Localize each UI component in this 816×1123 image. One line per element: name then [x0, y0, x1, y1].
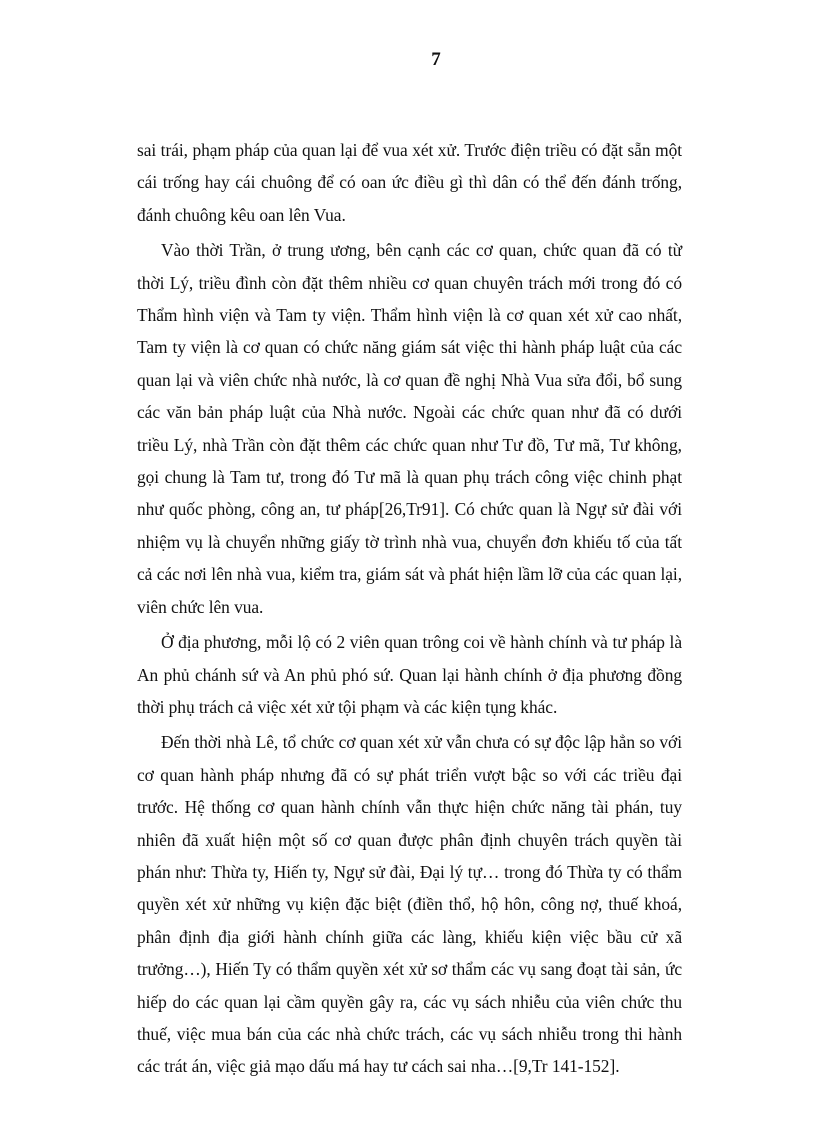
document-body	[137, 134, 682, 1083]
paragraph-le-dynasty: Đến thời nhà Lê, tổ chức cơ quan xét xử vẫn chưa có sự độc lập hẳn so với cơ quan hành pháp nhưng đã có sự phát triển vượt bậc so với các triều đại trước. Hệ thống cơ quan hành chính vẫn thực hiện chức năng tài phán, tuy nhiên đã xuất hiện một số cơ quan được phân định chuyên trách quyền tài phán như: Thừa ty, Hiến ty, Ngự sử đài, Đại lý tự… trong đó Thừa ty có thẩm quyền xét xử những vụ kiện đặc biệt (điền thổ, hộ hôn, công nợ, thuế khoá, phân định địa giới hành chính giữa các làng, khiếu kiện việc bầu cử xã trưởng…), Hiến Ty có thẩm quyền xét xử sơ thẩm các vụ sang đoạt tài sản, ức hiếp do các quan lại cầm quyền gây ra, các vụ sách nhiễu của viên chức thu thuế, việc mua bán của các nhà chức trách, các vụ sách nhiễu trong thi hành các trát án, việc giả mạo dấu má hay tư cách sai nha…[9,Tr 141-152].	[137, 732, 682, 1077]
paragraph-continuation: sai trái, phạm pháp của quan lại để vua xét xử. Trước điện triều có đặt sẵn một cái trống hay cái chuông để có oan ức điều gì thì dân có thể đến đánh trống, đánh chuông kêu oan lên Vua.	[137, 140, 682, 225]
page-number: 7	[431, 49, 441, 70]
paragraph-tran-dynasty: Vào thời Trần, ở trung ương, bên cạnh các cơ quan, chức quan đã có từ thời Lý, triều đình còn đặt thêm nhiều cơ quan chuyên trách mới trong đó có Thẩm hình viện và Tam ty viện. Thẩm hình viện là cơ quan xét xử cao nhất, Tam ty viện là cơ quan có chức năng giám sát việc thi hành pháp luật của các quan lại và viên chức nhà nước, là cơ quan đề nghị Nhà Vua sửa đổi, bổ sung các văn bản pháp luật của Nhà nước. Ngoài các chức quan như đã có dưới triều Lý, nhà Trần còn đặt thêm các chức quan như Tư đồ, Tư mã, Tư không, gọi chung là Tam tư, trong đó Tư mã là quan phụ trách công việc chinh phạt như quốc phòng, công an, tư pháp[26,Tr91]. Có chức quan là Ngự sử đài với nhiệm vụ là chuyển những giấy tờ trình nhà vua, chuyển đơn khiếu tố của tất cả các nơi lên nhà vua, kiểm tra, giám sát và phát hiện lầm lỡ của các quan lại, viên chức lên vua.	[137, 240, 682, 617]
paragraph-local-officials: Ở địa phương, mỗi lộ có 2 viên quan trông coi về hành chính và tư pháp là An phủ chánh sứ và An phủ phó sứ. Quan lại hành chính ở địa phương đồng thời phụ trách cả việc xét xử tội phạm và các kiện tụng khác.	[137, 632, 682, 717]
